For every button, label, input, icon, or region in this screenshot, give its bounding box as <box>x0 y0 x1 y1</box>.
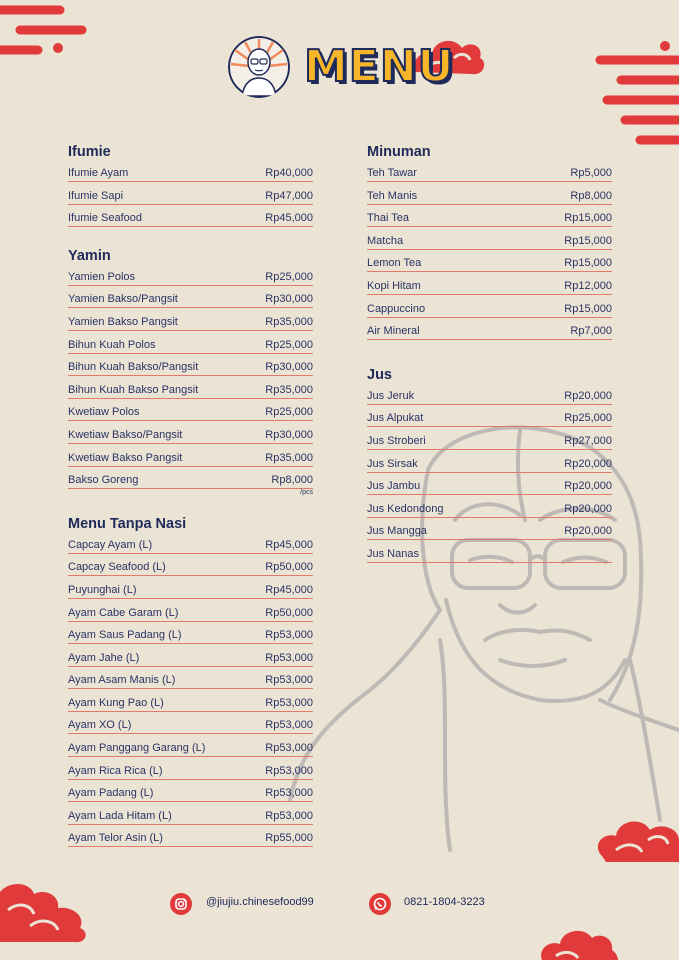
dotted-divider <box>367 426 612 427</box>
menu-item <box>68 807 313 830</box>
item-name: Lemon Tea <box>367 257 422 270</box>
item-name: Ayam Cabe Garam (L) <box>68 606 179 619</box>
menu-item <box>68 762 313 785</box>
item-price: Rp7,000 <box>570 325 612 338</box>
menu-item <box>68 626 313 649</box>
item-price: Rp25,000 <box>265 270 313 283</box>
item-name: Jus Alpukat <box>367 412 424 425</box>
dotted-divider <box>68 204 313 205</box>
section-title: Ifumie <box>68 144 111 160</box>
menu-item <box>68 558 313 581</box>
item-price: Rp35,000 <box>265 383 313 396</box>
item-name: Ayam Padang (L) <box>68 787 154 800</box>
item-name: Capcay Ayam (L) <box>68 538 153 551</box>
menu-item <box>367 300 612 323</box>
item-price: Rp53,000 <box>265 719 313 732</box>
item-price: Rp45,000 <box>265 538 313 551</box>
dotted-divider <box>68 307 313 308</box>
item-name: Jus Mangga <box>367 525 427 538</box>
menu-section <box>367 365 612 568</box>
menu-item <box>367 409 612 432</box>
item-name: Thai Tea <box>367 212 409 225</box>
dotted-divider <box>367 294 612 295</box>
menu-item <box>68 471 313 497</box>
right-cloud-decoration <box>592 810 679 870</box>
menu-item <box>367 277 612 300</box>
menu-item <box>68 209 313 232</box>
item-name: Ifumie Ayam <box>68 167 129 179</box>
item-name: Ayam Jahe (L) <box>68 651 140 664</box>
item-price: Rp20,000 <box>564 502 612 515</box>
item-name: Ayam Panggang Garang (L) <box>68 742 206 755</box>
item-name: Ayam Telor Asin (L) <box>68 832 163 845</box>
menu-item <box>367 322 612 345</box>
whatsapp-icon[interactable] <box>369 893 391 915</box>
item-price: Rp53,000 <box>265 696 313 709</box>
item-name: Kwetiaw Polos <box>68 406 140 419</box>
chef-portrait-icon <box>228 36 290 98</box>
item-price: Rp40,000 <box>265 167 313 179</box>
item-price: Rp15,000 <box>564 257 612 270</box>
dotted-divider <box>367 181 612 182</box>
menu-item <box>68 739 313 762</box>
dotted-divider <box>68 801 313 802</box>
item-name: Ayam Kung Pao (L) <box>68 696 164 709</box>
phone-number[interactable]: 0821-1804-3223 <box>404 896 485 908</box>
dotted-divider <box>68 443 313 444</box>
menu-item <box>68 358 313 381</box>
dotted-divider <box>68 398 313 399</box>
item-price: Rp45,000 <box>265 583 313 596</box>
item-price: Rp30,000 <box>265 361 313 374</box>
item-name: Ifumie Seafood <box>68 212 142 225</box>
item-price: Rp25,000 <box>265 338 313 351</box>
item-name: Yamien Bakso Pangsit <box>68 315 178 328</box>
dotted-divider <box>68 779 313 780</box>
section-title: Jus <box>367 366 392 383</box>
menu-item <box>367 500 612 523</box>
menu-item <box>367 209 612 232</box>
dotted-divider <box>68 711 313 712</box>
left-column <box>68 142 313 852</box>
item-price: Rp35,000 <box>265 315 313 328</box>
item-price: Rp20,000 <box>564 389 612 402</box>
dotted-divider <box>68 688 313 689</box>
top-left-stripes-decoration <box>0 0 90 65</box>
item-price: Rp8,000 <box>271 474 313 487</box>
menu-item <box>68 449 313 472</box>
menu-item <box>68 187 313 210</box>
dotted-divider <box>68 181 313 182</box>
dotted-divider <box>68 330 313 331</box>
menu-section <box>68 142 313 232</box>
item-name: Yamien Bakso/Pangsit <box>68 293 178 306</box>
menu-item <box>68 671 313 694</box>
menu-item <box>68 581 313 604</box>
menu-item <box>68 649 313 672</box>
menu-section <box>68 246 313 497</box>
item-price: Rp20,000 <box>564 457 612 470</box>
dotted-divider <box>367 204 612 205</box>
instagram-handle[interactable]: @jiujiu.chinesefood99 <box>206 896 314 908</box>
dotted-divider <box>367 317 612 318</box>
dotted-divider <box>68 488 313 489</box>
dotted-divider <box>367 517 612 518</box>
dotted-divider <box>68 226 313 227</box>
menu-item <box>367 164 612 187</box>
dotted-divider <box>68 733 313 734</box>
menu-item <box>367 455 612 478</box>
item-price: Rp27,000 <box>564 434 612 447</box>
dotted-divider <box>68 756 313 757</box>
item-name: Air Mineral <box>367 325 420 338</box>
bottom-right-cloud-decoration <box>538 926 618 960</box>
page-title: MENU <box>304 41 455 92</box>
dotted-divider <box>367 494 612 495</box>
dotted-divider <box>367 339 612 340</box>
item-price: Rp15,000 <box>564 234 612 247</box>
menu-item <box>68 268 313 291</box>
item-unit: /pcs <box>300 489 313 497</box>
item-name: Capcay Seafood (L) <box>68 561 166 574</box>
item-price: Rp30,000 <box>265 428 313 441</box>
dotted-divider <box>367 271 612 272</box>
item-price: Rp20,000 <box>564 480 612 493</box>
item-name: Jus Sirsak <box>367 457 418 470</box>
item-name: Cappuccino <box>367 302 426 315</box>
right-column <box>367 142 612 568</box>
menu-item <box>68 784 313 807</box>
item-price: Rp30,000 <box>265 293 313 306</box>
dotted-divider <box>68 621 313 622</box>
item-price: Rp53,000 <box>265 809 313 822</box>
item-price: Rp53,000 <box>265 764 313 777</box>
menu-item <box>367 432 612 455</box>
item-price: Rp15,000 <box>564 302 612 315</box>
item-price: Rp35,000 <box>265 451 313 464</box>
item-name: Kwetiaw Bakso Pangsit <box>68 451 183 464</box>
item-name: Ayam Rica Rica (L) <box>68 764 163 777</box>
item-name: Bihun Kuah Bakso/Pangsit <box>68 361 199 374</box>
dotted-divider <box>68 420 313 421</box>
menu-item <box>68 604 313 627</box>
item-price: Rp47,000 <box>265 189 313 202</box>
item-name: Bakso Goreng <box>68 474 139 487</box>
item-name: Yamien Polos <box>68 270 136 283</box>
item-price: Rp53,000 <box>265 629 313 642</box>
menu-item <box>68 716 313 739</box>
contact-footer <box>0 893 679 915</box>
dotted-divider <box>68 846 313 847</box>
dotted-divider <box>367 539 612 540</box>
item-name: Ayam Asam Manis (L) <box>68 674 176 687</box>
menu-header <box>228 36 458 104</box>
menu-item <box>68 426 313 449</box>
dotted-divider <box>367 226 612 227</box>
dotted-divider <box>68 353 313 354</box>
menu-item <box>68 381 313 404</box>
top-right-stripes-decoration <box>585 38 679 148</box>
menu-item <box>367 477 612 500</box>
section-title: Yamin <box>68 247 111 264</box>
item-price: Rp25,000 <box>564 412 612 425</box>
menu-item <box>68 290 313 313</box>
menu-item <box>367 387 612 410</box>
menu-item <box>68 164 313 187</box>
item-price: Rp50,000 <box>265 606 313 619</box>
item-price: Rp50,000 <box>265 561 313 574</box>
item-name: Bihun Kuah Bakso Pangsit <box>68 383 199 396</box>
item-name: Bihun Kuah Polos <box>68 338 156 351</box>
item-price: Rp53,000 <box>265 651 313 664</box>
item-name: Matcha <box>367 234 404 247</box>
dotted-divider <box>367 404 612 405</box>
dotted-divider <box>367 562 612 563</box>
menu-item <box>68 313 313 336</box>
item-name: Teh Manis <box>367 189 418 202</box>
menu-item <box>68 336 313 359</box>
item-name: Kwetiaw Bakso/Pangsit <box>68 428 183 441</box>
menu-item <box>367 232 612 255</box>
item-name: Kopi Hitam <box>367 279 421 292</box>
menu-section <box>68 514 313 852</box>
menu-item <box>367 522 612 545</box>
item-name: Puyunghai (L) <box>68 583 137 596</box>
instagram-icon[interactable] <box>170 893 192 915</box>
menu-item <box>68 829 313 852</box>
dotted-divider <box>367 472 612 473</box>
dotted-divider <box>367 249 612 250</box>
menu-item <box>68 403 313 426</box>
dotted-divider <box>367 449 612 450</box>
dotted-divider <box>68 643 313 644</box>
section-title: Minuman <box>367 144 431 160</box>
item-name: Jus Stroberi <box>367 434 426 447</box>
item-price: Rp12,000 <box>564 279 612 292</box>
dotted-divider <box>68 824 313 825</box>
item-price: Rp53,000 <box>265 742 313 755</box>
item-price: Rp25,000 <box>265 406 313 419</box>
item-price: Rp53,000 <box>265 787 313 800</box>
item-name: Teh Tawar <box>367 167 417 179</box>
section-title: Menu Tanpa Nasi <box>68 515 187 532</box>
dotted-divider <box>68 553 313 554</box>
menu-item <box>68 536 313 559</box>
item-name: Jus Nanas <box>367 547 419 560</box>
item-price: Rp45,000 <box>265 212 313 225</box>
item-price: Rp5,000 <box>570 167 612 179</box>
item-price: Rp8,000 <box>570 189 612 202</box>
dotted-divider <box>68 666 313 667</box>
item-price: Rp15,000 <box>564 212 612 225</box>
dotted-divider <box>68 466 313 467</box>
menu-item <box>367 187 612 210</box>
item-name: Ayam XO (L) <box>68 719 132 732</box>
dotted-divider <box>68 575 313 576</box>
item-name: Ayam Saus Padang (L) <box>68 629 182 642</box>
dotted-divider <box>68 285 313 286</box>
item-price: Rp20,000 <box>564 525 612 538</box>
item-price: Rp53,000 <box>265 674 313 687</box>
item-name: Jus Kedondong <box>367 502 444 515</box>
menu-item <box>68 694 313 717</box>
item-price: Rp55,000 <box>265 832 313 845</box>
menu-item <box>367 545 612 568</box>
item-name: Ifumie Sapi <box>68 189 124 202</box>
item-name: Jus Jambu <box>367 480 421 493</box>
item-name: Ayam Lada Hitam (L) <box>68 809 172 822</box>
item-name: Jus Jeruk <box>367 389 415 402</box>
dotted-divider <box>68 598 313 599</box>
menu-item <box>367 254 612 277</box>
dotted-divider <box>68 375 313 376</box>
menu-section <box>367 142 612 345</box>
